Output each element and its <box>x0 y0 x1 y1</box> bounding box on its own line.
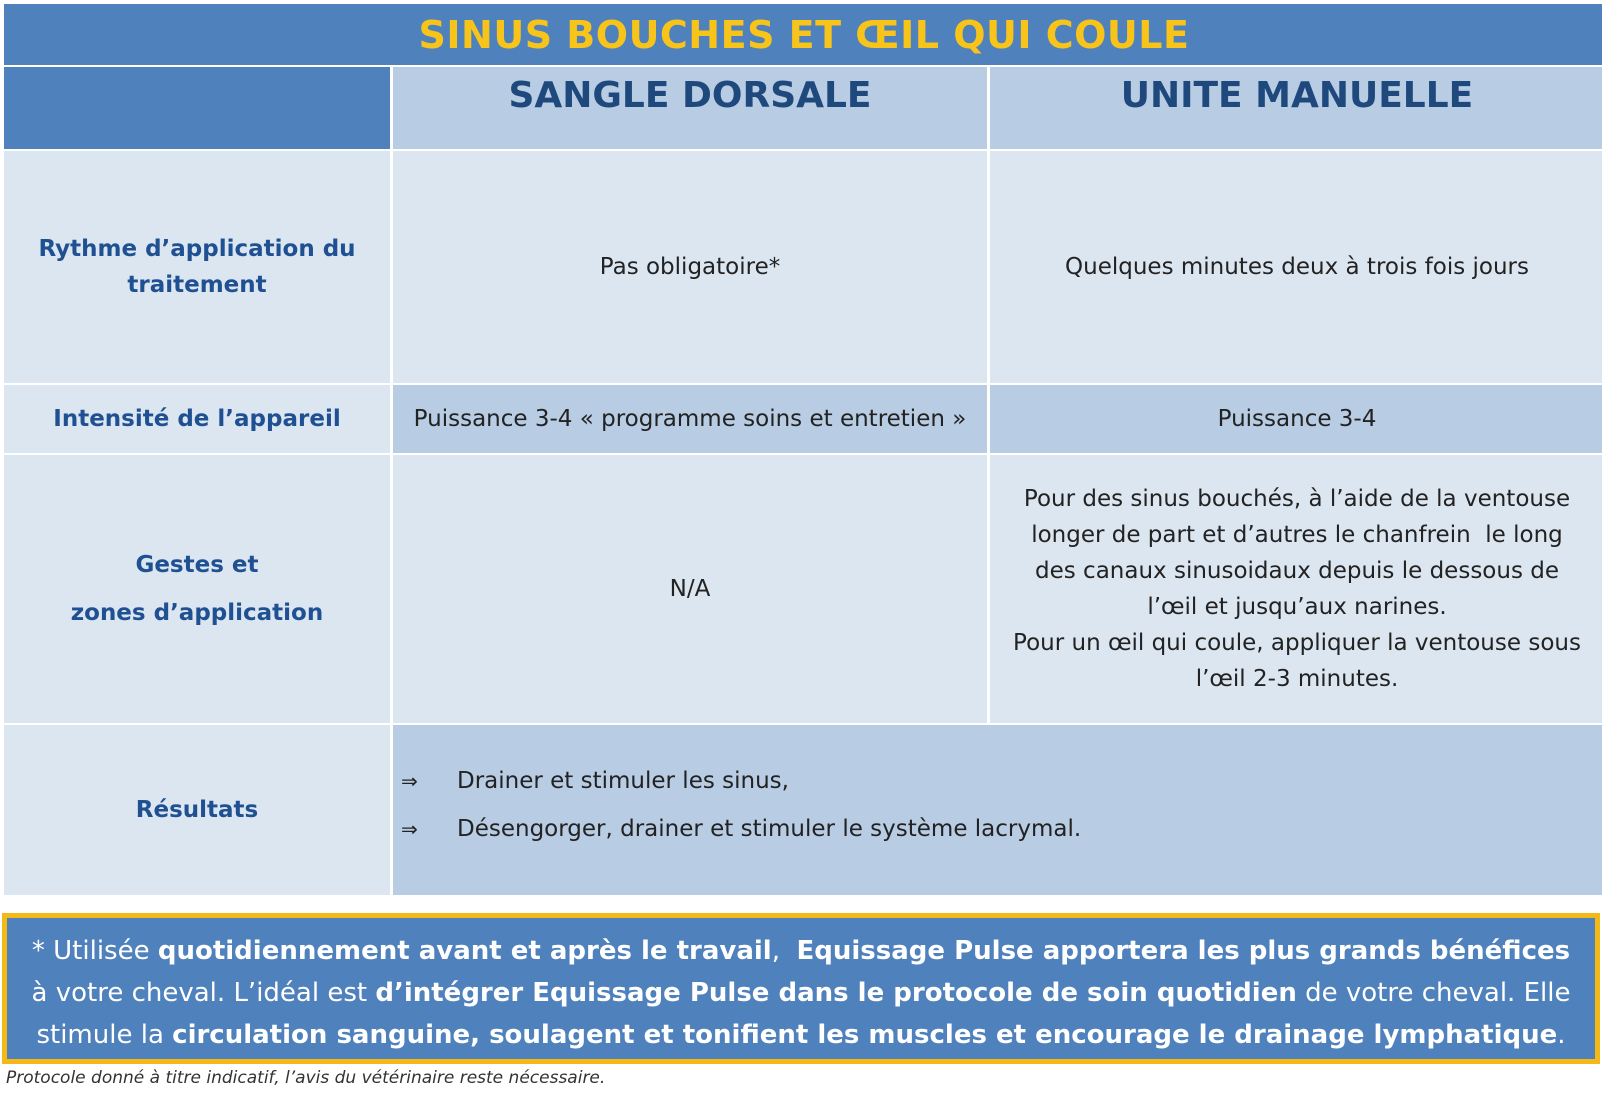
gestes-line: l’œil et jusqu’aux narines. <box>1147 594 1447 620</box>
row-header-resultats: Résultats <box>4 725 390 895</box>
cell-rythme-unite: Quelques minutes deux à trois fois jours <box>990 151 1602 383</box>
gestes-line: Pour des sinus bouchés, à l’aide de la ventouse <box>1023 486 1571 512</box>
note-text: à votre cheval. L’idéal est <box>31 978 376 1008</box>
row-header-gestes-line2: zones d’application <box>70 600 324 626</box>
note-bold: circulation sanguine, soulagent et tonifient les muscles et encourage le drainage lymphatique <box>172 1020 1558 1050</box>
row-header-gestes-line1: Gestes et <box>135 552 259 578</box>
result-item-text: Drainer et stimuler les sinus, <box>457 768 789 794</box>
result-item <box>401 757 1602 805</box>
note-bold: Equissage Pulse apportera les plus grands bénéfices <box>796 936 1571 966</box>
result-item-text: Désengorger, drainer et stimuler le système lacrymal. <box>457 816 1082 842</box>
cell-gestes-unite <box>990 455 1602 723</box>
cell-intensite-sangle: Puissance 3-4 « programme soins et entretien » <box>393 385 987 453</box>
row-header-rythme <box>4 151 390 383</box>
cell-resultats <box>393 725 1602 895</box>
note-text: , <box>771 936 797 966</box>
gestes-line: des canaux sinusoidaux depuis le dessous de <box>1035 558 1559 584</box>
row-header-rythme-line2: traitement <box>127 272 267 298</box>
column-header-sangle-dorsale: SANGLE DORSALE <box>393 67 987 149</box>
protocol-table <box>4 4 1598 890</box>
gestes-line: Pour un œil qui coule, appliquer la ventouse sous <box>1013 630 1581 656</box>
cell-intensite-unite: Puissance 3-4 <box>990 385 1602 453</box>
row-header-gestes <box>4 455 390 723</box>
arrow-right-icon: ⇒ <box>401 817 418 841</box>
note-bold: quotidiennement avant et après le travail <box>157 936 772 966</box>
note-text: . <box>1557 1020 1566 1050</box>
note-bold: d’intégrer Equissage Pulse dans le protocole de soin quotidien <box>375 978 1297 1008</box>
table-title: SINUS BOUCHES ET ŒIL QUI COULE <box>4 4 1602 65</box>
cell-gestes-sangle: N/A <box>393 455 987 723</box>
header-corner-cell <box>4 67 390 149</box>
row-header-intensite: Intensité de l’appareil <box>4 385 390 453</box>
result-item <box>401 805 1602 853</box>
gestes-line: longer de part et d’autres le chanfrein le long <box>1031 522 1563 548</box>
row-header-rythme-line1: Rythme d’application du <box>38 236 356 262</box>
disclaimer-footer: Protocole donné à titre indicatif, l’avis du vétérinaire reste nécessaire. <box>6 1068 606 1088</box>
usage-note-box <box>2 913 1600 1064</box>
cell-rythme-sangle: Pas obligatoire* <box>393 151 987 383</box>
arrow-right-icon: ⇒ <box>401 769 418 793</box>
gestes-line: l’œil 2-3 minutes. <box>1195 666 1399 692</box>
note-text: * Utilisée <box>31 936 158 966</box>
column-header-unite-manuelle: UNITE MANUELLE <box>990 67 1602 149</box>
note-text: de votre cheval. Elle stimule la <box>36 978 1571 1050</box>
